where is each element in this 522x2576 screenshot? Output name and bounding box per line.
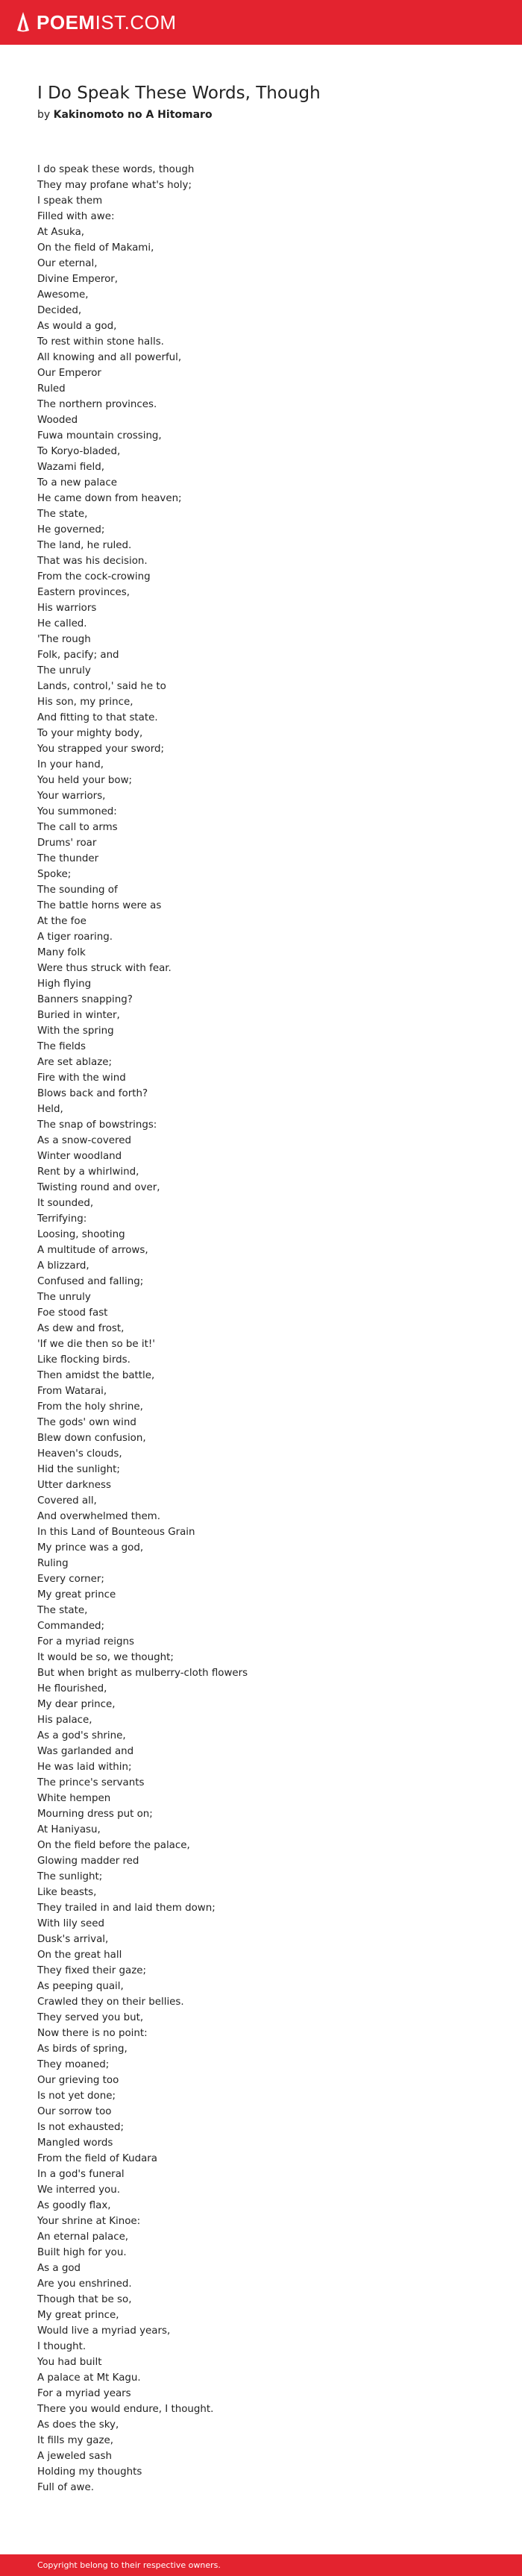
poem-line: Buried in winter, xyxy=(37,1010,120,1021)
poem-line: As dew and frost, xyxy=(37,1323,125,1334)
poem-line: Divine Emperor, xyxy=(37,274,119,285)
poem-line: Wazami field, xyxy=(37,462,104,473)
poem-line: Spoke; xyxy=(37,869,72,880)
logo-text-light: IST.COM xyxy=(95,11,177,34)
poem-line: Full of awe. xyxy=(37,2482,94,2493)
poem-line: I speak them xyxy=(37,195,103,207)
poem-line: The thunder xyxy=(37,853,99,864)
poem-line: Blew down confusion, xyxy=(37,1433,146,1444)
poem-line: Eastern provinces, xyxy=(37,587,130,598)
poem-line: Now there is no point: xyxy=(37,2028,148,2039)
copyright-notice: Copyright belong to their respective owners. xyxy=(37,2560,221,2570)
poem-line: As birds of spring, xyxy=(37,2043,128,2055)
poem-line: They moaned; xyxy=(37,2059,110,2070)
poem-line: The unruly xyxy=(37,665,91,676)
poem-line: High flying xyxy=(37,978,92,990)
poem-line: But when bright as mulberry-cloth flowers xyxy=(37,1668,248,1679)
poem-line: My prince was a god, xyxy=(37,1542,144,1554)
site-logo-text xyxy=(37,10,177,34)
poem-line: The state, xyxy=(37,1605,88,1616)
poem-line: The sounding of xyxy=(37,885,118,896)
poem-line: Ruled xyxy=(37,383,66,395)
poem-line: In your hand, xyxy=(37,759,104,770)
poem-line: Banners snapping? xyxy=(37,994,133,1005)
poem-line: To Koryo-bladed, xyxy=(37,446,121,457)
poem-line: Is not exhausted; xyxy=(37,2122,124,2133)
poem-line: From Watarai, xyxy=(37,1386,107,1397)
poem-line: Mourning dress put on; xyxy=(37,1809,153,1820)
poem-line: The battle horns were as xyxy=(37,900,162,911)
poem-line: With lily seed xyxy=(37,1918,104,1929)
poem-line: Are you enshrined. xyxy=(37,2278,132,2290)
poem-line: You summoned: xyxy=(37,806,117,817)
poem-line: The call to arms xyxy=(37,822,118,833)
poem-line: You strapped your sword; xyxy=(37,744,165,755)
poem-line: He called. xyxy=(37,618,87,629)
poem-line: As a snow-covered xyxy=(37,1135,131,1146)
poem-line: That was his decision. xyxy=(37,556,148,567)
poem-line: They trailed in and laid them down; xyxy=(37,1903,216,1914)
poem-line: Like flocking birds. xyxy=(37,1354,130,1366)
poem-line: Confused and falling; xyxy=(37,1276,144,1287)
poem-line: The sunlight; xyxy=(37,1871,103,1882)
poem-line: Loosing, shooting xyxy=(37,1229,125,1240)
poem-line: Was garlanded and xyxy=(37,1746,134,1757)
poem-line: Our sorrow too xyxy=(37,2106,112,2117)
poem-line: Twisting round and over, xyxy=(37,1182,160,1193)
poem-line: Were thus struck with fear. xyxy=(37,963,172,974)
poem-line: Built high for you. xyxy=(37,2247,127,2258)
poem-line: And overwhelmed them. xyxy=(37,1511,160,1522)
poem-line: From the field of Kudara xyxy=(37,2153,157,2164)
poem-line: He came down from heaven; xyxy=(37,493,182,504)
poem-line: Terrifying: xyxy=(37,1213,87,1225)
poem-line: On the field of Makami, xyxy=(37,242,154,254)
logo-text-bold: POEM xyxy=(37,11,95,34)
byline-label: by xyxy=(37,109,51,121)
poem-line: My great prince, xyxy=(37,2310,119,2321)
poem-line: Heaven's clouds, xyxy=(37,1448,122,1460)
poem-line: Like beasts, xyxy=(37,1887,97,1898)
poem-line: His warriors xyxy=(37,603,97,614)
poem-line: Fire with the wind xyxy=(37,1072,126,1084)
poem-line: Would live a myriad years, xyxy=(37,2325,171,2337)
poem-line: At the foe xyxy=(37,916,87,927)
poem-line: Glowing madder red xyxy=(37,1856,139,1867)
poem-line: Held, xyxy=(37,1104,63,1115)
poem-line: From the holy shrine, xyxy=(37,1401,143,1413)
poem-line: For a myriad years xyxy=(37,2388,131,2399)
poem-line: As peeping quail, xyxy=(37,1981,124,1992)
site-footer xyxy=(0,2554,522,2576)
poem-line: There you would endure, I thought. xyxy=(37,2404,214,2415)
poem-line: At Haniyasu, xyxy=(37,1824,101,1835)
poem-line: The gods' own wind xyxy=(37,1417,136,1428)
poem-line: Every corner; xyxy=(37,1574,104,1585)
poem-line: From the cock-crowing xyxy=(37,571,151,582)
poem-line: It would be so, we thought; xyxy=(37,1652,174,1663)
poem-line: You had built xyxy=(37,2357,102,2368)
poem-line: Your warriors, xyxy=(37,791,106,802)
poem-line: A tiger roaring. xyxy=(37,932,113,943)
poem-line: At Asuka, xyxy=(37,227,85,238)
poem-line: In a god's funeral xyxy=(37,2169,125,2180)
poem-line: Drums' roar xyxy=(37,838,97,849)
poem-line: A palace at Mt Kagu. xyxy=(37,2372,141,2384)
poem-line: His son, my prince, xyxy=(37,697,133,708)
poem-line: Our eternal, xyxy=(37,258,98,269)
poem-line: In this Land of Bounteous Grain xyxy=(37,1527,195,1538)
poem-title: I Do Speak These Words, Though xyxy=(37,84,321,103)
poem-line: To a new palace xyxy=(37,477,117,489)
poem-line: Blows back and forth? xyxy=(37,1088,148,1099)
poem-line: His palace, xyxy=(37,1715,92,1726)
poem-line: Our grieving too xyxy=(37,2075,119,2086)
poem-line: He governed; xyxy=(37,524,105,535)
poem-line: Dusk's arrival, xyxy=(37,1934,109,1945)
poem-line: Your shrine at Kinoe: xyxy=(37,2216,141,2227)
poem-line: Covered all, xyxy=(37,1495,97,1507)
poem-line: All knowing and all powerful, xyxy=(37,352,182,363)
poem-line: Hid the sunlight; xyxy=(37,1464,120,1475)
poem-line: It sounded, xyxy=(37,1198,94,1209)
poem-line: 'The rough xyxy=(37,634,91,645)
poem-line: A blizzard, xyxy=(37,1260,89,1272)
poem-line: To your mighty body, xyxy=(37,728,143,739)
poem-line: My dear prince, xyxy=(37,1699,116,1710)
poem-line: On the great hall xyxy=(37,1950,122,1961)
poem-line: It fills my gaze, xyxy=(37,2435,114,2446)
poem-body xyxy=(37,162,485,2495)
poem-line: He flourished, xyxy=(37,1683,107,1694)
poem-line: The fields xyxy=(37,1041,87,1052)
poem-line: As a god xyxy=(37,2263,81,2274)
quill-logo-icon xyxy=(16,11,30,34)
poem-line: The land, he ruled. xyxy=(37,540,132,551)
site-header xyxy=(0,0,522,45)
poem-line: My great prince xyxy=(37,1589,116,1600)
poem-line: Utter darkness xyxy=(37,1480,111,1491)
poem-line: They fixed their gaze; xyxy=(37,1965,146,1976)
poem-line: For a myriad reigns xyxy=(37,1636,134,1647)
poem-line: They served you but, xyxy=(37,2012,144,2023)
poem-line: 'If we die then so be it!' xyxy=(37,1339,155,1350)
poem-line: Then amidst the battle, xyxy=(37,1370,155,1381)
poem-line: Are set ablaze; xyxy=(37,1057,112,1068)
poem-line: As goodly flax, xyxy=(37,2200,111,2211)
poem-byline xyxy=(37,107,213,122)
poem-line: The northern provinces. xyxy=(37,399,157,410)
poem-line: A jeweled sash xyxy=(37,2451,112,2462)
poem-line: Holding my thoughts xyxy=(37,2466,142,2478)
poem-line: Crawled they on their bellies. xyxy=(37,1997,184,2008)
poem-line: They may profane what's holy; xyxy=(37,180,192,191)
poem-line: Decided, xyxy=(37,305,82,316)
poem-line: And fitting to that state. xyxy=(37,712,158,723)
poem-line: The state, xyxy=(37,509,88,520)
poem-line: Many folk xyxy=(37,947,86,958)
poem-line: Our Emperor xyxy=(37,368,101,379)
poem-line: The unruly xyxy=(37,1292,91,1303)
poem-line: Mangled words xyxy=(37,2137,113,2149)
poem-line: Though that be so, xyxy=(37,2294,132,2305)
poem-line: Rent by a whirlwind, xyxy=(37,1166,139,1178)
poem-line: Awesome, xyxy=(37,289,89,301)
poem-line: Fuwa mountain crossing, xyxy=(37,430,162,442)
poem-line: Folk, pacify; and xyxy=(37,650,119,661)
poem-line: To rest within stone halls. xyxy=(37,336,164,348)
poem-line: Wooded xyxy=(37,415,78,426)
poem-line: Lands, control,' said he to xyxy=(37,681,166,692)
poem-line: As does the sky, xyxy=(37,2419,119,2431)
poem-line: Filled with awe: xyxy=(37,211,115,222)
poem-line: With the spring xyxy=(37,1025,114,1037)
poem-line: The prince's servants xyxy=(37,1777,145,1788)
poem-line: Is not yet done; xyxy=(37,2090,116,2102)
poem-line: A multitude of arrows, xyxy=(37,1245,148,1256)
poem-line: Ruling xyxy=(37,1558,69,1569)
poem-line: Foe stood fast xyxy=(37,1307,108,1319)
site-logo[interactable] xyxy=(16,10,177,34)
poem-line: I thought. xyxy=(37,2341,87,2352)
author-link[interactable]: Kakinomoto no A Hitomaro xyxy=(53,109,213,121)
poem-line: White hempen xyxy=(37,1793,111,1804)
poem-line: An eternal palace, xyxy=(37,2231,129,2243)
poem-line: Commanded; xyxy=(37,1621,105,1632)
poem-line: Winter woodland xyxy=(37,1151,122,1162)
poem-line: The snap of bowstrings: xyxy=(37,1119,157,1131)
poem-line: He was laid within; xyxy=(37,1762,132,1773)
poem-line: We interred you. xyxy=(37,2184,120,2196)
poem-line: As a god's shrine, xyxy=(37,1730,126,1741)
poem-line: As would a god, xyxy=(37,321,117,332)
poem-line: You held your bow; xyxy=(37,775,133,786)
poem-line: I do speak these words, though xyxy=(37,164,195,175)
poem-line: On the field before the palace, xyxy=(37,1840,190,1851)
